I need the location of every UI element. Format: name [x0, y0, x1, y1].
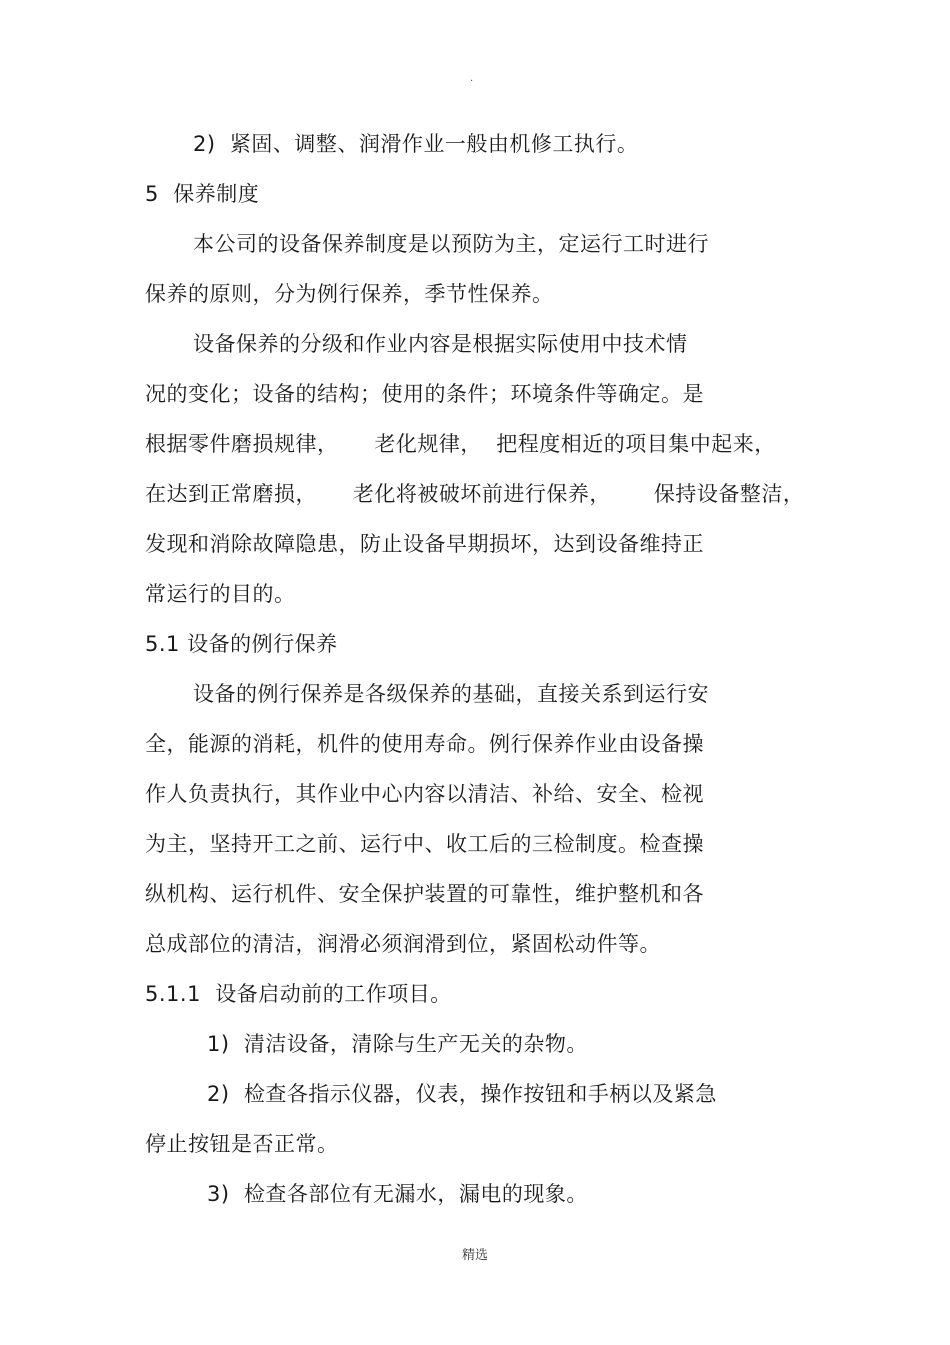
paragraph-line: 况的变化；设备的结构；使用的条件；环境条件等确定。是 — [145, 382, 704, 406]
paragraph-line: 本公司的设备保养制度是以预防为主，定运行工时进行 — [193, 232, 709, 256]
paragraph-line: 作人负责执行，其作业中心内容以清洁、补给、安全、检视 — [145, 782, 704, 806]
section-heading-5: 5 保养制度 — [145, 182, 260, 206]
paragraph-line: 停止按钮是否正常。 — [145, 1132, 339, 1156]
footer-label: 精选 — [461, 1248, 488, 1263]
paragraph-line: 在达到正常磨损， 老化将被破坏前进行保养， 保持设备整洁， — [145, 482, 805, 506]
section-heading-5-1: 5.1 设备的例行保养 — [145, 632, 338, 656]
paragraph-line: 保养的原则，分为例行保养，季节性保养。 — [145, 282, 554, 306]
section-heading-5-1-1: 5.1.1 设备启动前的工作项目。 — [145, 982, 452, 1006]
list-item-2-fastening: 2) 紧固、调整、润滑作业一般由机修工执行。 — [193, 132, 639, 156]
paragraph-line: 发现和消除故障隐患，防止设备早期损坏，达到设备维持正 — [145, 532, 704, 556]
paragraph-line: 设备的例行保养是各级保养的基础，直接关系到运行安 — [193, 682, 709, 706]
list-item-1-clean: 1) 清洁设备，清除与生产无关的杂物。 — [207, 1032, 588, 1056]
header-dot: . — [470, 73, 474, 84]
list-item-2-check: 2) 检查各指示仪器，仪表，操作按钮和手柄以及紧急 — [207, 1082, 717, 1106]
paragraph-line: 全，能源的消耗，机件的使用寿命。例行保养作业由设备操 — [145, 732, 704, 756]
paragraph-line: 根据零件磨损规律， 老化规律， 把程度相近的项目集中起来， — [145, 432, 776, 456]
paragraph-line: 总成部位的清洁，润滑必须润滑到位，紧固松动件等。 — [145, 932, 661, 956]
paragraph-line: 常运行的目的。 — [145, 582, 296, 606]
list-item-3-leak: 3) 检查各部位有无漏水，漏电的现象。 — [207, 1182, 588, 1206]
paragraph-line: 纵机构、运行机件、安全保护装置的可靠性，维护整机和各 — [145, 882, 704, 906]
paragraph-line: 设备保养的分级和作业内容是根据实际使用中技术情 — [193, 332, 688, 356]
paragraph-line: 为主，坚持开工之前、运行中、收工后的三检制度。检查操 — [145, 832, 704, 856]
